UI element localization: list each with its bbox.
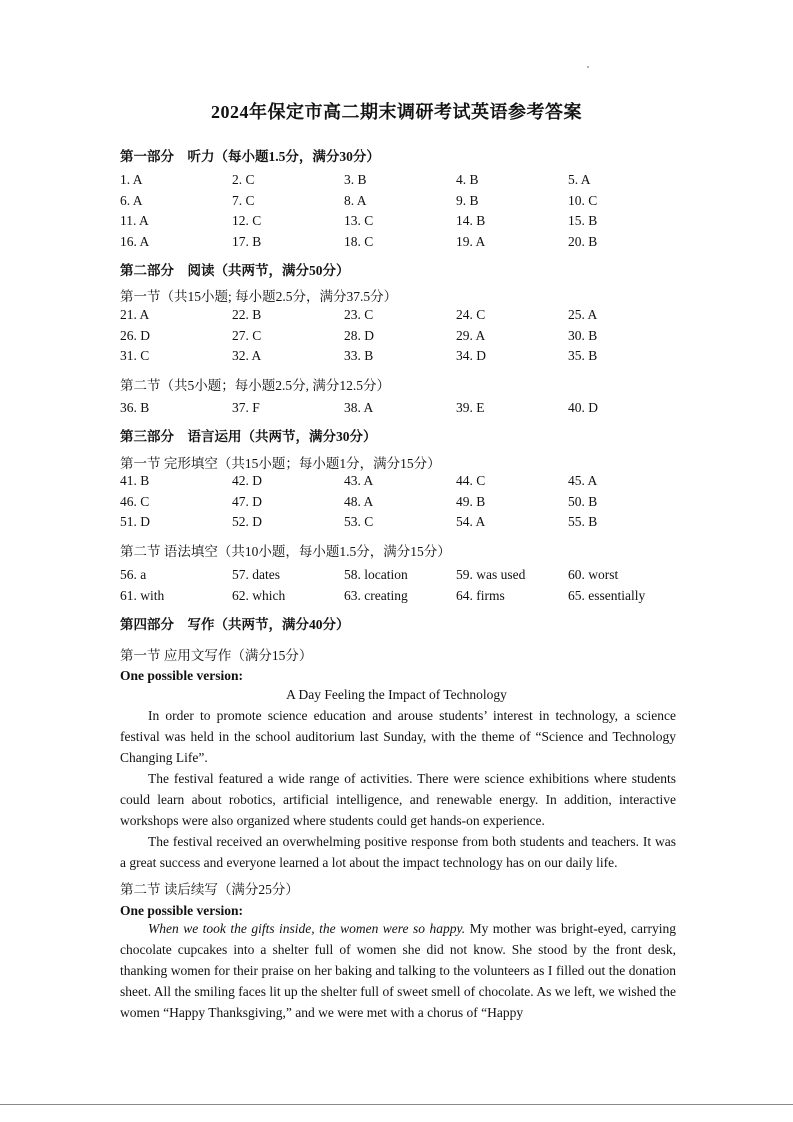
answer-item: 10. C <box>568 192 598 208</box>
version-label: One possible version: <box>120 668 244 683</box>
answer-item: 28. D <box>344 327 374 343</box>
answer-item: 43. A <box>344 473 374 488</box>
continuation-text: My mother was bright-eyed, carrying chocolate cupcakes into a shelter full of women she did not know. She stood by the front desk, thanking women for their praise on her baking and talking to the volunteers as I filled out the donation sheet. All the smiling faces lit up the shelter full of sweet smell of chocolate. As we left, we wished the women “Happy Thanksgiving,” and we were met with a chorus of “Happy <box>120 921 676 1020</box>
answer-item: 65. essentially <box>568 587 646 603</box>
answer-item: 15. B <box>568 213 598 229</box>
answer-item: 17. B <box>232 234 262 250</box>
part2-heading: 第二部分 阅读（共两节，满分50分） <box>120 263 350 278</box>
answer-item: 50. B <box>568 493 598 509</box>
answer-item: 63. creating <box>344 587 408 603</box>
part4-section2-heading: 第二节 读后续写（满分25分） <box>120 882 299 897</box>
speck-mark <box>587 66 589 68</box>
answer-item: 48. A <box>344 493 374 509</box>
answer-item: 9. B <box>456 192 479 208</box>
continuation-body <box>120 918 676 1023</box>
answer-item: 25. A <box>568 307 598 322</box>
page-title: 2024年保定市高二期末调研考试英语参考答案 <box>211 102 582 122</box>
essay-paragraph: In order to promote science education and arouse students’ interest in technology, a science festival was held in the school auditorium last Sunday, with the theme of “Science and Technology Changing Life”. <box>120 708 676 765</box>
answer-item: 5. A <box>568 172 591 187</box>
part2-section1-heading: 第一节（共15小题; 每小题2.5分，满分37.5分） <box>120 289 398 304</box>
part3-heading: 第三部分 语言运用（共两节，满分30分） <box>120 429 377 444</box>
answer-item: 58. location <box>344 567 408 582</box>
answer-item: 47. D <box>232 493 262 509</box>
answer-item: 44. C <box>456 473 486 488</box>
answer-item: 31. C <box>120 348 150 364</box>
answer-item: 45. A <box>568 473 598 488</box>
part4-section1-heading: 第一节 应用文写作（满分15分） <box>120 648 313 663</box>
answer-item: 36. B <box>120 400 150 415</box>
answer-item: 49. B <box>456 493 486 509</box>
answer-item: 55. B <box>568 514 598 530</box>
continuation-opening-sentence: When we took the gifts inside, the women were so happy. <box>148 921 466 936</box>
answer-item: 38. A <box>344 400 374 415</box>
answer-item: 18. C <box>344 234 374 250</box>
answer-item: 60. worst <box>568 567 619 582</box>
answer-item: 62. which <box>232 587 286 603</box>
answer-item: 29. A <box>456 327 486 343</box>
part1-heading: 第一部分 听力（每小题1.5分，满分30分） <box>120 149 380 164</box>
answer-item: 61. with <box>120 587 165 603</box>
answer-item: 21. A <box>120 307 150 322</box>
answer-item: 59. was used <box>456 567 526 582</box>
answer-item: 4. B <box>456 172 479 187</box>
essay-paragraph: The festival featured a wide range of activities. There were science exhibitions where students could learn about robotics, artificial intelligence, and renewable energy. In addition, interactive workshops were also organized where students could get hands-on experience. <box>120 771 676 828</box>
answer-item: 11. A <box>120 213 149 229</box>
answer-item: 35. B <box>568 348 598 364</box>
answer-item: 24. C <box>456 307 486 322</box>
answer-item: 32. A <box>232 348 262 364</box>
essay-paragraph: The festival received an overwhelming positive response from both students and teachers. It was a great success and everyone learned a lot about the impact technology has on our daily life. <box>120 834 676 870</box>
answer-item: 30. B <box>568 327 598 343</box>
answer-item: 22. B <box>232 307 262 322</box>
answer-item: 46. C <box>120 493 150 509</box>
answer-item: 64. firms <box>456 587 505 603</box>
part4-heading: 第四部分 写作（共两节，满分40分） <box>120 617 350 632</box>
page-bottom-rule <box>0 1104 793 1105</box>
answer-item: 34. D <box>456 348 486 364</box>
answer-item: 40. D <box>568 400 598 415</box>
answer-item: 7. C <box>232 192 255 208</box>
answer-item: 14. B <box>456 213 486 229</box>
answer-item: 23. C <box>344 307 374 322</box>
answer-item: 13. C <box>344 213 374 229</box>
part3-section1-heading: 第一节 完形填空（共15小题；每小题1分，满分15分） <box>120 456 441 471</box>
answer-item: 52. D <box>232 514 262 530</box>
answer-item: 3. B <box>344 172 367 187</box>
answer-item: 8. A <box>344 192 367 208</box>
answer-item: 41. B <box>120 473 150 488</box>
answer-item: 20. B <box>568 234 598 250</box>
answer-item: 33. B <box>344 348 374 364</box>
answer-item: 53. C <box>344 514 374 530</box>
answer-item: 56. a <box>120 567 147 582</box>
answer-item: 16. A <box>120 234 150 250</box>
part2-section2-heading: 第二节（共5小题；每小题2.5分, 满分12.5分） <box>120 378 390 393</box>
answer-item: 27. C <box>232 327 262 343</box>
answer-item: 54. A <box>456 514 486 530</box>
answer-item: 12. C <box>232 213 262 229</box>
answer-item: 26. D <box>120 327 150 343</box>
answer-item: 1. A <box>120 172 143 187</box>
version-label-2: One possible version: <box>120 903 244 918</box>
essay-title: A Day Feeling the Impact of Technology <box>286 687 507 702</box>
answer-item: 37. F <box>232 400 260 415</box>
essay-body <box>120 705 676 873</box>
answer-item: 19. A <box>456 234 486 250</box>
part3-section2-heading: 第二节 语法填空（共10小题，每小题1.5分，满分15分） <box>120 544 451 559</box>
answer-item: 2. C <box>232 172 255 187</box>
answer-item: 51. D <box>120 514 150 530</box>
answer-item: 57. dates <box>232 567 280 582</box>
answer-item: 39. E <box>456 400 485 415</box>
answer-item: 6. A <box>120 192 143 208</box>
answer-item: 42. D <box>232 473 262 488</box>
